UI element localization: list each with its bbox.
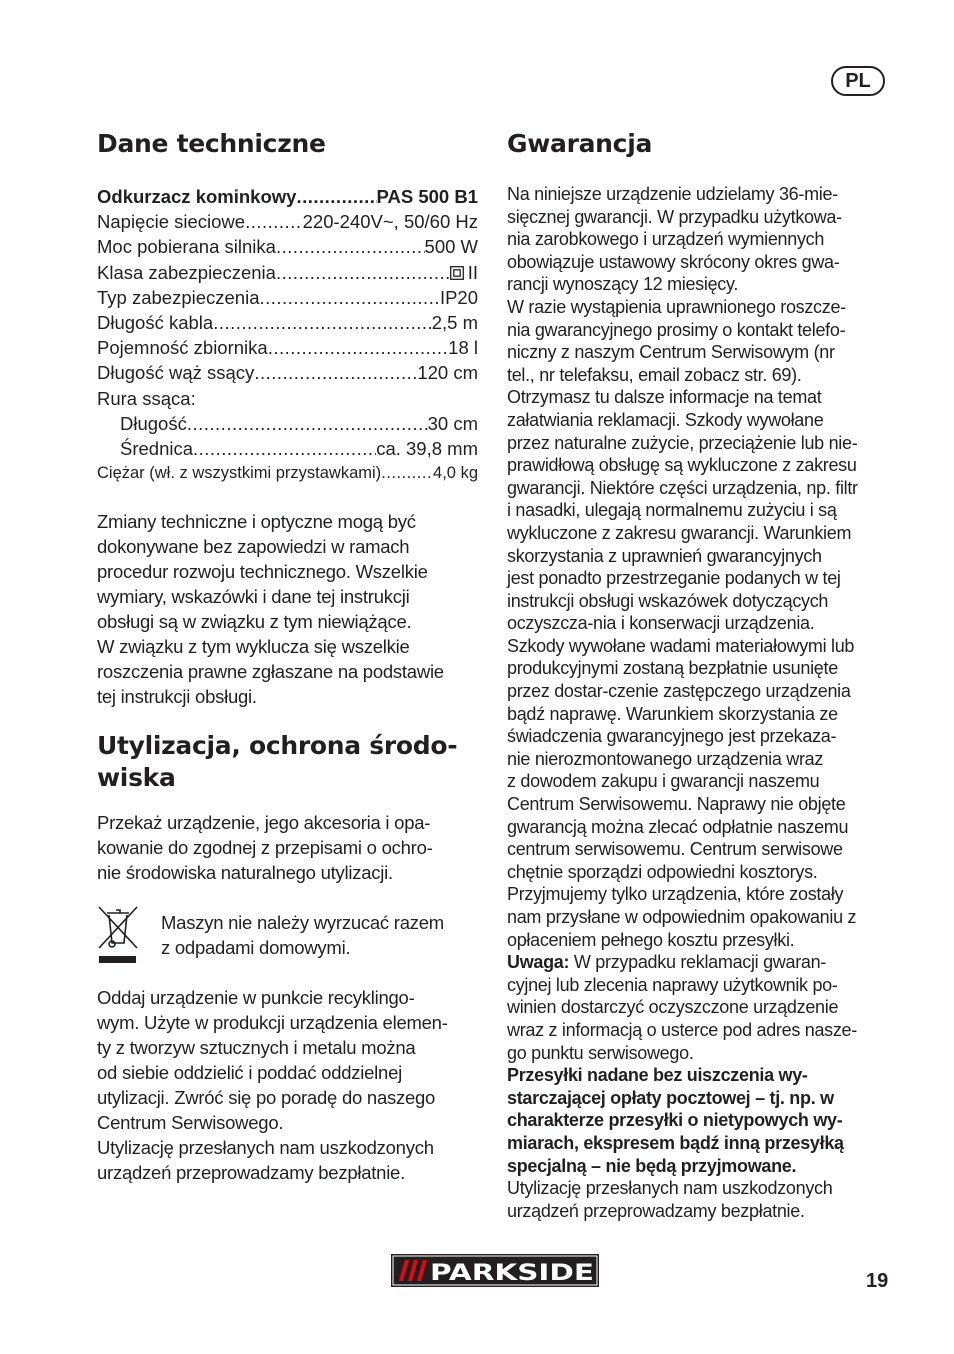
parkside-logo <box>391 1254 599 1287</box>
spec-row: Pojemność zbiornika ..... 18 l <box>97 335 478 360</box>
svg-text:PARKSIDE: PARKSIDE <box>430 1261 594 1286</box>
heading-warranty: Gwarancja <box>507 129 653 158</box>
spec-row: Odkurzacz kominkowy ..... PAS 500 B1 <box>97 184 478 209</box>
note-first-line: Uwaga: W przypadku reklamacji gwaran- <box>507 952 827 973</box>
spec-row: Długość kabla ..... 2,5 m <box>97 310 478 335</box>
spec-row: Napięcie sieciowe ..... 220-240V~, 50/60 Hz <box>97 209 478 234</box>
spec-row: Typ zabezpieczenia ..... IP20 <box>97 285 478 310</box>
spec-row: Długość ..... 30 cm <box>97 411 478 436</box>
warranty-paragraph: Na niniejsze urządzenie udzielamy 36-mie- sięcznej gwarancji. W przypadku użytkowa- nia zarobkowego i urządzeń wymiennych obowiązuje ustawowy skrócony okres gwa- rancji wynoszący 12 miesięcy. W razie wystąpienia uprawnionego roszcze- nia gwarancyjnego prosimy o kontakt telefo- niczny z naszym Centrum Serwisowym (nr tel., nr telefaksu, email zobacz str. 69). Otrzymasz tu dalsze informacje na temat załatwiania reklamacji. Szkody wywołane przez naturalne zużycie, przeciążenie lub nie- prawidłową obsługę są wykluczone z zakresu gwarancji. Niektóre części urządzenia, np. filtr i nasadki, ulegają normalnemu zużyciu i są wykluczone z zakresu gwarancji. Warunkiem skorzystania z uprawnień gwarancyjnych jest ponadto przestrzeganie podanych w tej instrukcji obsługi wskazówek dotyczących oczyszcza-nia i konserwacji urządzenia. Szkody wywołane wadami materiałowymi lub produkcyjnymi zostaną bezpłatnie usunięte przez dostar-czenie zastępczego urządzenia bądź naprawę. Warunkiem skorzystania ze świadczenia gwarancyjnego jest przekaza- nie nierozmontowanego urządzenia wraz z dowodem zakupu i gwarancji naszemu Centrum Serwisowemu. Naprawy nie objęte gwarancją można zlecać odpłatnie naszemu centrum serwisowemu. Centrum serwisowe chętnie sporządzi odpowiedni kosztorys. Przyjmujemy tylko urządzenia, które zostały nam przysłane w odpowiednim opakowaniu z opłaceniem pełnego kosztu przesyłki. Uwaga: W przypadku reklamacji gwaran- cyjnej lub zlecenia naprawy użytkownik po- winien dostarczyć oczyszczone urządzenie wraz z informacją o usterce pod adres nasze- go punktu serwisowego. Przesyłki nadane bez uiszczenia wy- starczającej opłaty pocztowej – tj. np. w charakterze przesyłki o nietypowych wy- miarach, ekspresem bądź inną przesyłką specjalną – nie będą przyjmowane. Utylizację przesłanych nam uszkodzonych urządzeń przeprowadzamy bezpłatnie. <box>507 184 858 1221</box>
language-badge: PL <box>831 66 885 96</box>
spec-row: Klasa zabezpieczenia ..... II <box>97 260 478 285</box>
technical-changes-paragraph: Zmiany techniczne i optyczne mogą być dokonywane bez zapowiedzi w ramach procedur rozwoju technicznego. Wszelkie wymiary, wskazówki i dane tej instrukcji obsługi są w związku z tym niewiążące. W związku z tym wyklucza się wszelkie roszczenia prawne zgłaszane na podstawie tej instrukcji obsługi. <box>97 511 444 707</box>
crossed-bin-icon <box>96 904 140 966</box>
page-number: 19 <box>866 1270 889 1292</box>
spec-row: Długość wąż ssący ..... 120 cm <box>97 360 478 385</box>
protection-class-ii-icon <box>450 266 464 280</box>
spec-row: Średnica ..... ca. 39,8 mm <box>97 436 478 461</box>
heading-technical-data: Dane techniczne <box>97 129 326 158</box>
spec-row: Rura ssąca: <box>97 387 196 409</box>
spec-row: Ciężar (wł. z wszystkimi przystawkami) ..... 4,0 kg <box>97 461 478 486</box>
spec-row: Moc pobierana silnika ..... 500 W <box>97 234 478 259</box>
disposal-paragraph: Przekaż urządzenie, jego akcesoria i opa- kowanie do zgodnej z przepisami o ochro- nie środowiska naturalnego utylizacji. <box>97 812 433 883</box>
recycling-paragraph: Oddaj urządzenie w punkcie recyklingo- wym. Użyte w produkcji urządzenia elemen- ty z tworzyw sztucznych i metalu można od siebie oddzielić i poddać oddzielnej utylizacji. Zwróć się po poradę do naszego Centrum Serwisowego. Utylizację przesłanych nam uszkodzonych urządzeń przeprowadzamy bezpłatnie. <box>97 987 448 1183</box>
bin-notice: Maszyn nie należy wyrzucać razem z odpadami domowymi. <box>161 912 444 958</box>
spec-table <box>97 184 478 486</box>
heading-disposal: Utylizacja, ochrona środo- wiska <box>97 731 458 792</box>
